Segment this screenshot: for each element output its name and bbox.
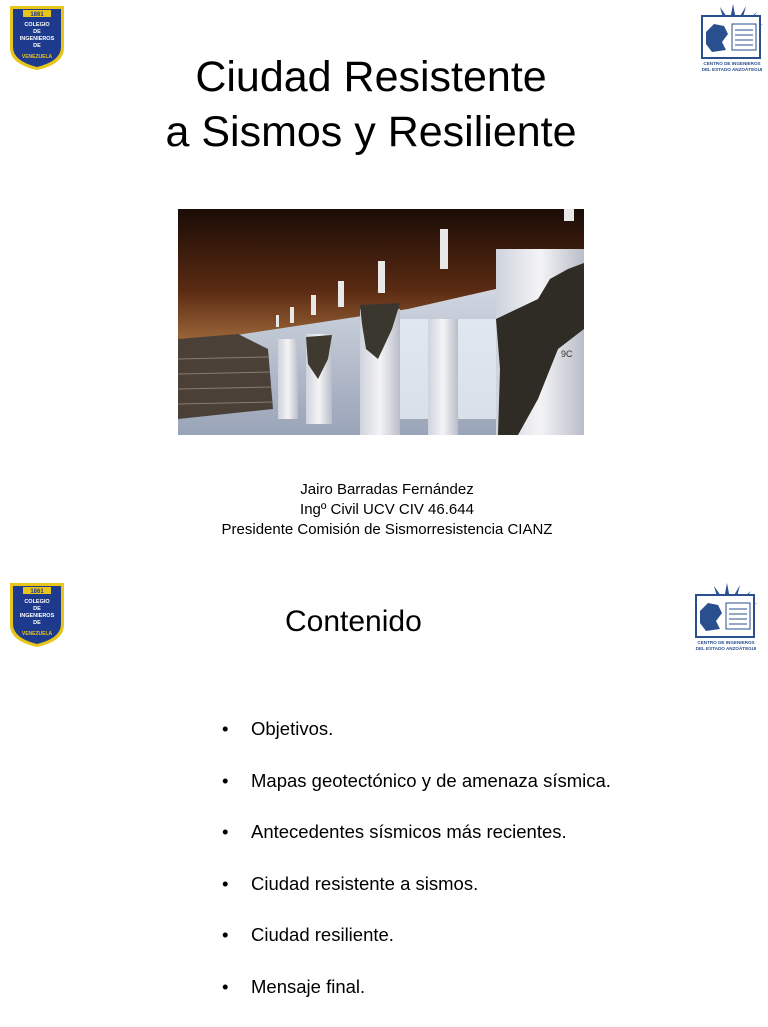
- svg-text:9C: 9C: [561, 349, 573, 359]
- contents-item-label: Mapas geotectónico y de amenaza sísmica.: [251, 770, 611, 791]
- svg-text:VENEZUELA: VENEZUELA: [22, 631, 53, 637]
- svg-text:DEL ESTADO ANZOÁTEGUI: DEL ESTADO ANZOÁTEGUI: [702, 66, 763, 72]
- svg-text:INGENIEROS: INGENIEROS: [20, 36, 55, 42]
- title-line-2: a Sismos y Resiliente: [0, 105, 742, 160]
- svg-text:DE: DE: [33, 620, 41, 626]
- bullet-icon: •: [222, 770, 228, 792]
- svg-text:COLEGIO: COLEGIO: [24, 22, 50, 28]
- svg-text:DE: DE: [33, 606, 41, 612]
- title-line-1: Ciudad Resistente: [0, 50, 742, 105]
- contents-item-label: Ciudad resiliente.: [251, 924, 394, 945]
- contents-slide: [0, 575, 768, 1024]
- svg-text:INGENIEROS: INGENIEROS: [20, 613, 55, 619]
- contents-item-label: Ciudad resistente a sismos.: [251, 873, 478, 894]
- damaged-columns-photo: [178, 209, 584, 435]
- bullet-icon: •: [222, 924, 228, 946]
- contents-item: [220, 718, 611, 770]
- contents-item-label: Objetivos.: [251, 718, 333, 739]
- svg-text:VENEZUELA: VENEZUELA: [22, 54, 53, 60]
- colegio-ingenieros-logo: [8, 581, 66, 649]
- contents-title: Contenido: [285, 602, 422, 642]
- svg-text:DE: DE: [33, 29, 41, 35]
- contents-item: [220, 821, 611, 873]
- contents-list: [220, 718, 611, 1027]
- contents-item: [220, 924, 611, 976]
- slide-title: [0, 50, 742, 160]
- svg-text:DEL ESTADO ANZOÁTEGUI: DEL ESTADO ANZOÁTEGUI: [696, 645, 757, 651]
- bullet-icon: •: [222, 718, 228, 740]
- contents-item: [220, 770, 611, 822]
- bullet-icon: •: [222, 976, 228, 998]
- svg-text:COLEGIO: COLEGIO: [24, 599, 50, 605]
- svg-text:1861: 1861: [30, 12, 44, 18]
- contents-item: [220, 976, 611, 1027]
- svg-text:DE: DE: [33, 43, 41, 49]
- cianz-logo: [694, 581, 758, 653]
- author-position: Presidente Comisión de Sismorresistencia CIANZ: [0, 520, 768, 540]
- contents-item-label: Mensaje final.: [251, 976, 365, 997]
- contents-item: [220, 873, 611, 925]
- bullet-icon: •: [222, 873, 228, 895]
- author-block: [0, 480, 768, 540]
- svg-text:CENTRO DE INGENIEROS: CENTRO DE INGENIEROS: [697, 640, 754, 645]
- svg-text:CENTRO DE INGENIEROS: CENTRO DE INGENIEROS: [703, 61, 760, 66]
- bullet-icon: •: [222, 821, 228, 843]
- svg-text:1861: 1861: [30, 589, 44, 595]
- contents-item-label: Antecedentes sísmicos más recientes.: [251, 821, 567, 842]
- author-name: Jairo Barradas Fernández: [0, 480, 768, 500]
- author-credential: Ingº Civil UCV CIV 46.644: [0, 500, 768, 520]
